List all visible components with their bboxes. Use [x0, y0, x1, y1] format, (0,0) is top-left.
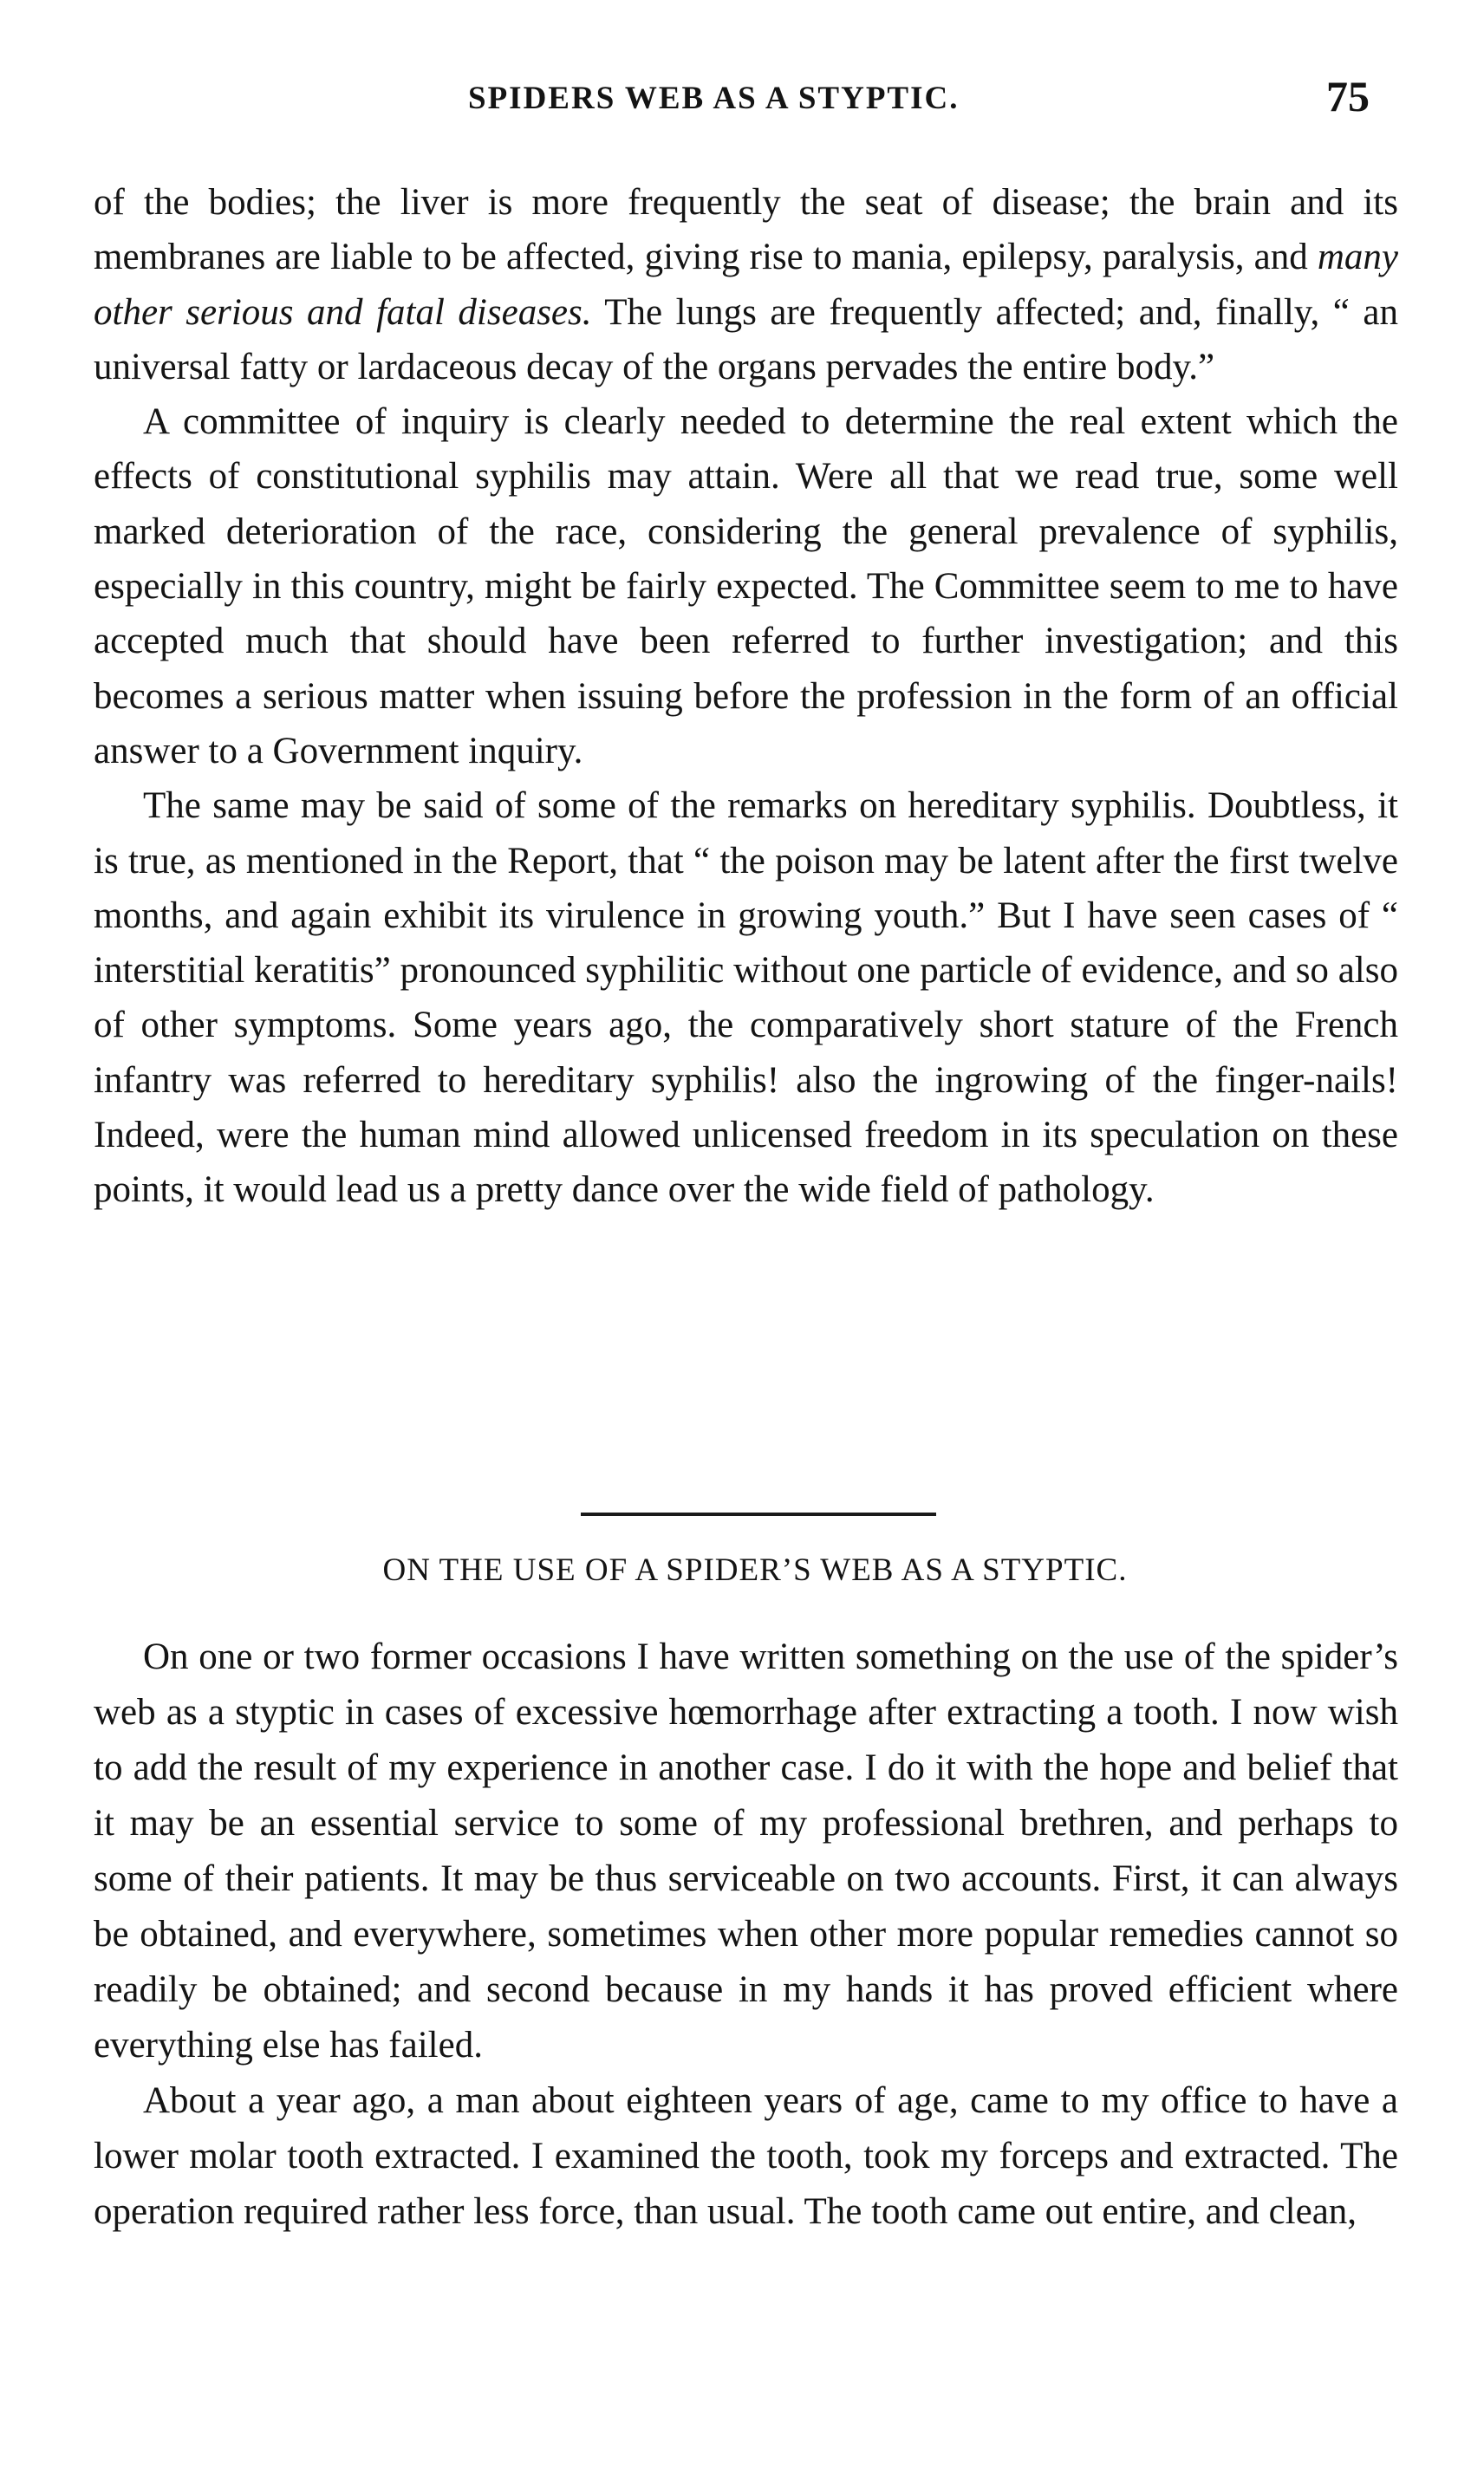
- paragraph-committee: A committee of inquiry is clearly needed to determine the real extent which the effects of constitutional syphilis may attain. Were all that we read true, some well marked deterioration of the race, considering the general prevalence of syphilis, especially in this country, might be fairly expected. The Committee seem to me to have accepted much that should have been referred to further investigation; and this becomes a serious matter when issuing before the profession in the form of an official answer to a Government inquiry.: [94, 401, 1398, 771]
- running-head: [0, 71, 1484, 123]
- article-continuation: [94, 175, 1398, 1218]
- italic-phrase: many other serious and fatal diseases.: [94, 237, 1398, 333]
- section-divider: [581, 1513, 936, 1516]
- running-title: SPIDERS WEB AS A STYPTIC.: [468, 81, 960, 116]
- spider-web-article: [94, 1630, 1398, 2240]
- section-heading: [0, 1552, 1484, 1589]
- section-heading-text: ON THE USE OF A SPIDER’S WEB AS A STYPTIC.: [382, 1552, 1128, 1588]
- paragraph-former-occasions: On one or two former occasions I have written something on the use of the spider’s web as a styptic in cases of excessive hœmorrhage after extracting a tooth. I now wish to add the result of my experience in another case. I do it with the hope and belief that it may be an essential service to some of my professional brethren, and perhaps to some of their patients. It may be thus serviceable on two accounts. First, it can always be obtained, and everywhere, sometimes when other more popular remedies cannot so readily be obtained; and second because in my hands it has proved efficient where everything else has failed.: [94, 1636, 1398, 2066]
- paragraph-liver-brain: [94, 175, 1398, 394]
- paragraph-text: of the bodies; the liver is more frequently the seat of disease; the brain and its membranes are liable to be affected, giving rise to mania, epilepsy, paralysis, and: [94, 182, 1398, 278]
- paragraph-year-ago: About a year ago, a man about eighteen years of age, came to my office to have a lower molar tooth extracted. I examined the tooth, took my forceps and extracted. The operation required rather less force, than usual. The tooth came out entire, and clean,: [94, 2080, 1398, 2232]
- paragraph-hereditary-syphilis: The same may be said of some of the remarks on hereditary syphilis. Doubtless, it is true, as mentioned in the Report, that “ the poison may be latent after the first twelve months, and again exhibit its virulence in growing youth.” But I have seen cases of “ interstitial keratitis” pronounced syphilitic without one particle of evidence, and so also of other symptoms. Some years ago, the comparatively short stature of the French infantry was referred to hereditary syphilis! also the ingrowing of the finger-nails! Indeed, were the human mind allowed unlicensed freedom in its speculation on these points, it would lead us a pretty dance over the wide field of pathology.: [94, 785, 1398, 1211]
- page-number: 75: [1326, 72, 1370, 120]
- paragraph-text: The lungs are frequently affected; and, finally, “ an universal fatty or lardaceous decay of the organs pervades the entire body.”: [94, 291, 1398, 387]
